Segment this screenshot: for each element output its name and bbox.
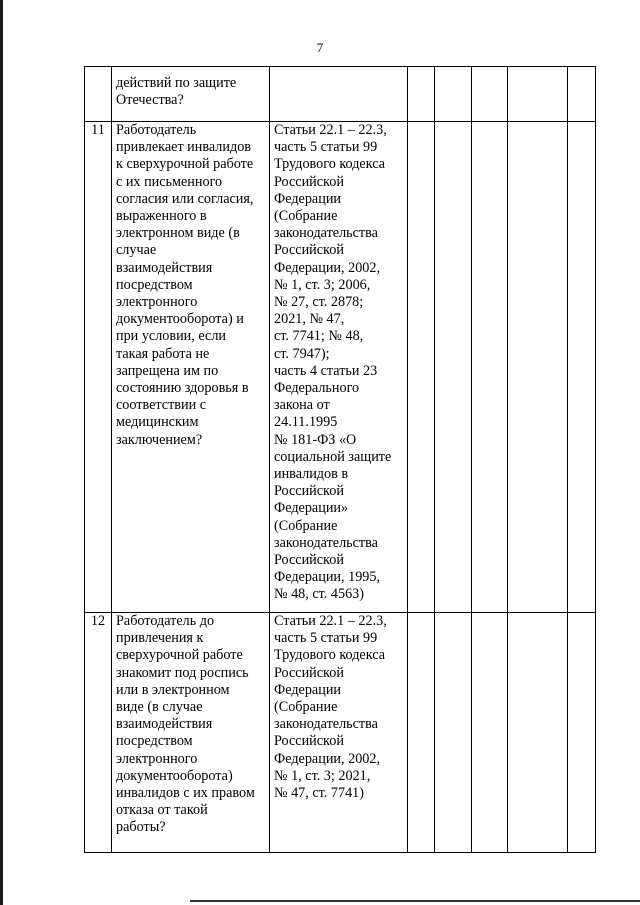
answer-yes-cell: [408, 122, 435, 613]
answer-yes-cell: [408, 67, 435, 122]
extra-cell: [568, 122, 596, 613]
answer-no-cell: [435, 613, 472, 853]
question-cell: Работодатель привлекает инвалидов к сверхурочной работе с их письменного согласия или согласия, выраженного в электронном виде (в случае взаимодействия посредством электронного документооборота) и при условии, если такая работа не запрещена им по состоянию здоровья в соответствии с медицинским заключением?: [112, 122, 270, 613]
scan-edge: [0, 0, 3, 905]
notes-cell: [508, 122, 568, 613]
answer-na-cell: [472, 613, 508, 853]
notes-cell: [508, 613, 568, 853]
answer-na-cell: [472, 122, 508, 613]
answer-yes-cell: [408, 613, 435, 853]
question-cell: действий по защите Отечества?: [112, 67, 270, 122]
reference-cell: Статьи 22.1 – 22.3, часть 5 статьи 99 Трудового кодекса Российской Федерации (Собрание законодательства Российской Федерации, 2002, № 1, ст. 3; 2021, № 47, ст. 7741): [270, 613, 408, 853]
page-number: 7: [316, 40, 324, 55]
table-row: [85, 613, 596, 853]
table-row: [85, 122, 596, 613]
checklist-table: [84, 66, 596, 853]
question-cell: Работодатель до привлечения к сверхурочной работе знакомит под роспись или в электронном виде (в случае взаимодействия посредством электронного документооборота) инвалидов с их правом отказа от такой работы?: [112, 613, 270, 853]
row-number: 11: [85, 122, 112, 613]
answer-no-cell: [435, 67, 472, 122]
extra-cell: [568, 67, 596, 122]
reference-cell: [270, 67, 408, 122]
reference-cell: Статьи 22.1 – 22.3, часть 5 статьи 99 Трудового кодекса Российской Федерации (Собрание законодательства Российской Федерации, 2002, № 1, ст. 3; 2006, № 27, ст. 2878; 2021, № 47, ст. 7741; № 48, ст. 7947); часть 4 статьи 23 Федерального закона от 24.11.1995 № 181-ФЗ «О социальной защите инвалидов в Российской Федерации» (Собрание законодательства Российской Федерации, 1995, № 48, ст. 4563): [270, 122, 408, 613]
table-row: [85, 67, 596, 122]
answer-no-cell: [435, 122, 472, 613]
scan-bottom-edge: [190, 900, 640, 902]
row-number: 12: [85, 613, 112, 853]
row-number: [85, 67, 112, 122]
extra-cell: [568, 613, 596, 853]
answer-na-cell: [472, 67, 508, 122]
notes-cell: [508, 67, 568, 122]
